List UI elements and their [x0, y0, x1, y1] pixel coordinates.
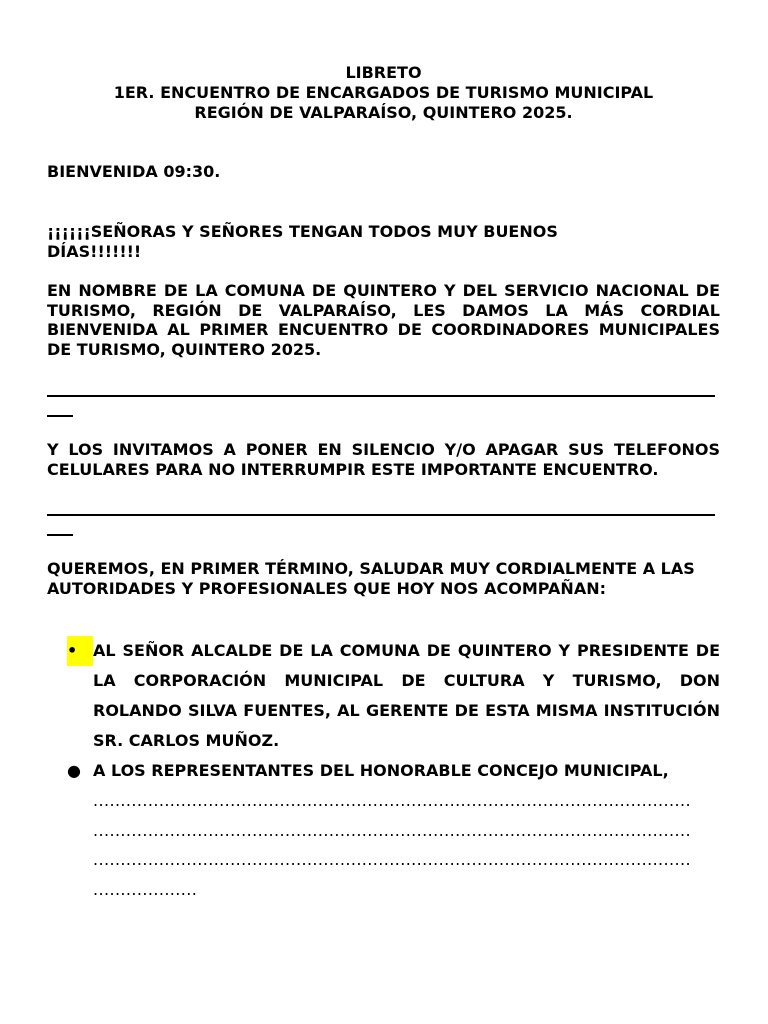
separator-rule [47, 395, 715, 417]
rule-short [47, 415, 73, 417]
phones-paragraph: Y LOS INVITAMOS A PONER EN SILENCIO Y/O APAGAR SUS TELEFONOS CELULARES PARA NO INTERRUMPIR ESTE IMPORTANTE ENCUENTRO. [47, 440, 720, 479]
dotted-line: ............................................................................................................. [93, 850, 691, 869]
authorities-intro: QUEREMOS, EN PRIMER TÉRMINO, SALUDAR MUY CORDIALMENTE A LAS AUTORIDADES Y PROFESIONALES QUE HOY NOS ACOMPAÑAN: [47, 559, 695, 598]
rule-long [47, 514, 715, 516]
document-header [47, 63, 720, 123]
welcome-paragraph: EN NOMBRE DE LA COMUNA DE QUINTERO Y DEL SERVICIO NACIONAL DE TURISMO, REGIÓN DE VALPARAÍSO, LES DAMOS LA MÁS CORDIAL BIENVENIDA AL PRIMER ENCUENTRO DE COORDINADORES MUNICIPALES DE TURISMO, QUINTERO 2025. [47, 281, 720, 359]
dotted-line: ................... [93, 879, 198, 899]
authorities-list [47, 636, 720, 904]
bullet-icon: ● [67, 761, 81, 780]
header-title: LIBRETO [345, 63, 422, 82]
greeting-text: ¡¡¡¡¡¡SEÑORAS Y SEÑORES TENGAN TODOS MUY BUENOS DÍAS!!!!!!! [47, 222, 558, 261]
list-item [47, 636, 720, 756]
bullet-icon: • [67, 636, 93, 666]
list-item-text: AL SEÑOR ALCALDE DE LA COMUNA DE QUINTERO Y PRESIDENTE DE LA CORPORACIÓN MUNICIPAL DE CULTURA Y TURISMO, DON ROLANDO SILVA FUENTES, AL GERENTE DE ESTA MISMA INSTITUCIÓN SR. CARLOS MUÑOZ. [93, 641, 720, 750]
dotted-line: ............................................................................................................. [93, 820, 691, 840]
list-item [47, 756, 720, 786]
rule-short [47, 534, 73, 536]
dotted-line: ............................................................................................................. [93, 791, 691, 810]
fill-in-lines [47, 786, 720, 904]
header-location: REGIÓN DE VALPARAÍSO, QUINTERO 2025. [194, 103, 573, 122]
separator-rule [47, 514, 715, 536]
rule-long [47, 395, 715, 397]
list-item-text: A LOS REPRESENTANTES DEL HONORABLE CONCEJO MUNICIPAL, [93, 761, 669, 780]
bienvenida-heading: BIENVENIDA 09:30. [47, 162, 221, 181]
document-page [47, 63, 720, 899]
header-event: 1ER. ENCUENTRO DE ENCARGADOS DE TURISMO MUNICIPAL [113, 83, 654, 102]
